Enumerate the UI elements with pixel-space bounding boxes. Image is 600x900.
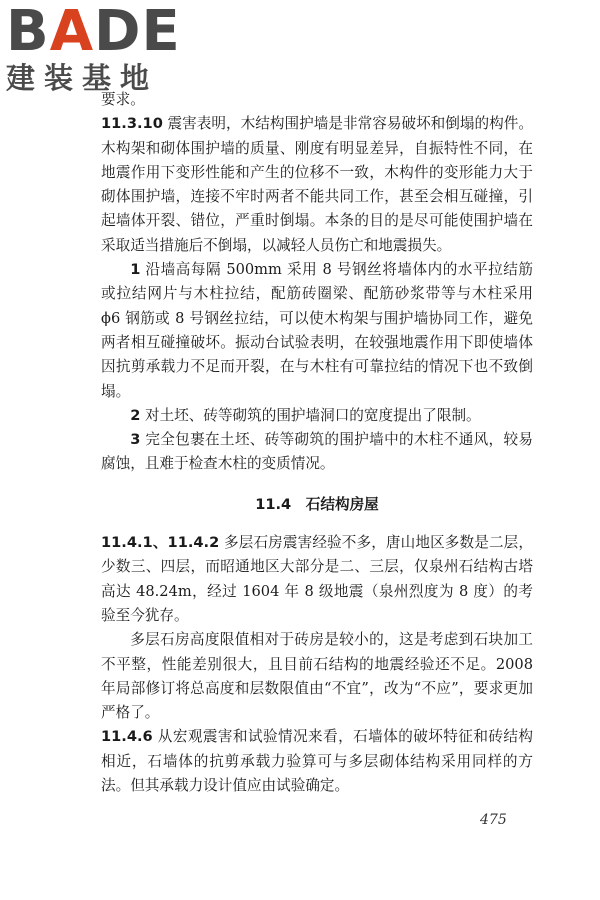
logo-letters-de: DE (94, 0, 181, 64)
page-number: 475 (480, 812, 507, 828)
item-text: 完全包裹在土坯、砖等砌筑的围护墙中的木柱不通风，较易腐蚀，且难于检查木柱的变质情况。 (101, 431, 533, 473)
continuation-text: 要求。 (101, 91, 145, 108)
item-number: 3 (130, 431, 141, 449)
section-heading: 11.4 石结构房屋 (255, 495, 379, 513)
clause-11-3-10 (101, 112, 533, 258)
item-2 (101, 404, 533, 428)
item-text: 对土坯、砖等砌筑的围护墙洞口的宽度提出了限制。 (144, 406, 481, 424)
logo-subtitle: 建装基地 (6, 61, 159, 95)
logo-letter-a: A (49, 0, 95, 64)
clause-text: 多层石房震害经验不多，唐山地区多数是二层，少数三、四层，而昭通地区大部分是二、三层，仅泉州石结构古塔高达 48.24m，经过 1604 年 8 级地震（泉州烈度为 8 度）的考验至今犹存。 (101, 534, 533, 624)
clause-text: 震害表明，木结构围护墙是非常容易破坏和倒塌的构件。木构架和砌体围护墙的质量、刚度有明显差异，自振特性不同，在地震作用下变形性能和产生的位移不一致，木构件的变形能力大于砌体围护墙，连接不牢时两者不能共同工作，甚至会相互碰撞，引起墙体开裂、错位，严重时倒塌。本条的目的是尽可能使围护墙在采取适当措施后不倒塌，以减轻人员伤亡和地震损失。 (101, 115, 533, 254)
clause-number: 11.4.1、11.4.2 (101, 534, 220, 552)
clause-11-4-6 (101, 725, 533, 798)
logo-letter-b: B (6, 0, 50, 64)
item-text: 沿墙高每隔 500mm 采用 8 号钢丝将墙体内的水平拉结筋或拉结网片与木柱拉结，配筋砖圈梁、配筋砂浆带等与木柱采用 ϕ6 钢筋或 8 号钢丝拉结，可以使木构架与围护墙协同工作，避免两者相互碰撞破坏。振动台试验表明，在较强地震作用下即使墙体因抗剪承载力不足而开裂，在与木柱有可靠拉结的情况下也不致倒塌。 (101, 261, 533, 400)
clause-11-4-1-2 (101, 531, 533, 628)
clause-number: 11.3.10 (101, 115, 163, 133)
clause-text: 从宏观震害和试验情况来看，石墙体的破坏特征和砖结构相近，石墙体的抗剪承载力验算可与多层砌体结构采用同样的方法。但其承载力设计值应由试验确定。 (101, 728, 533, 795)
paragraph-height-limits: 多层石房高度限值相对于砖房是较小的，这是考虑到石块加工不平整，性能差别很大，且目前石结构的地震经验还不足。2008 年局部修订将总高度和层数限值由“不宜”，改为“不应”，要求更加严格了。 (101, 631, 533, 722)
item-1 (101, 258, 533, 404)
clause-number: 11.4.6 (101, 728, 153, 746)
item-number: 1 (130, 261, 141, 279)
item-3 (101, 428, 533, 477)
logo-wordmark (6, 0, 181, 64)
item-number: 2 (130, 406, 141, 424)
bade-logo (6, 0, 181, 96)
document-body (101, 88, 533, 798)
